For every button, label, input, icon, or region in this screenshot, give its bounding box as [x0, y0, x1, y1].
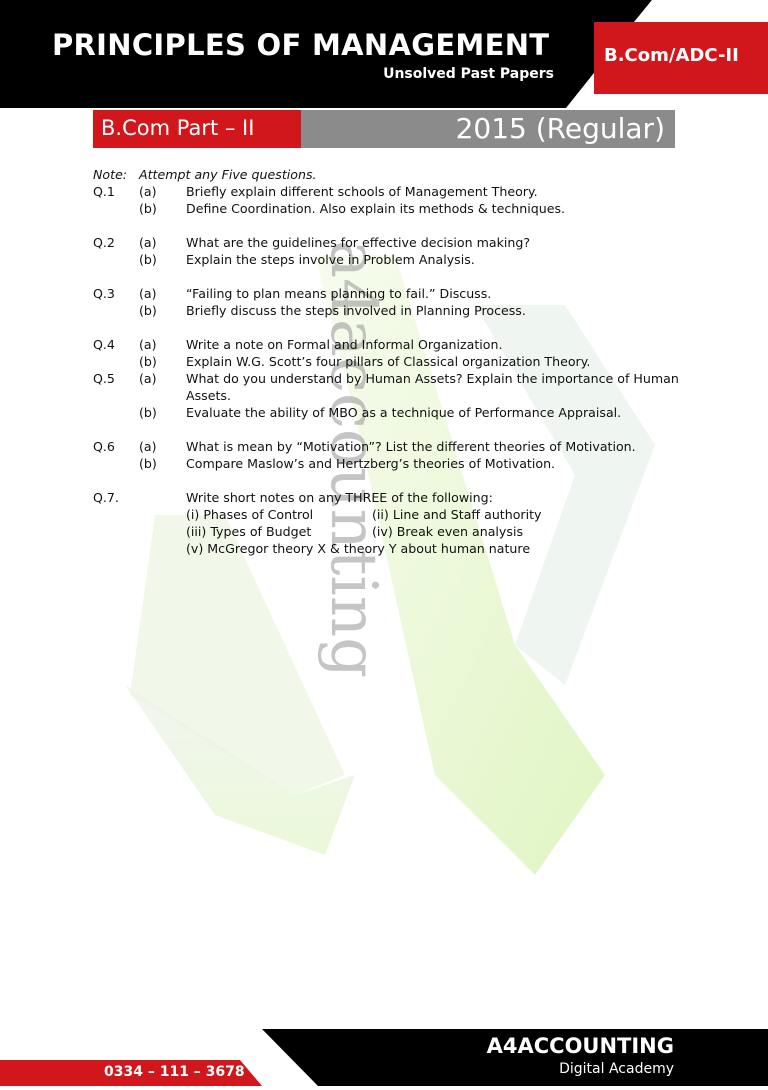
question-row — [93, 404, 683, 421]
part-label: (b) — [139, 456, 157, 471]
question-row — [93, 183, 683, 200]
course-code-badge: B.Com/ADC-II — [604, 45, 739, 66]
part-label: (b) — [139, 303, 157, 318]
question-text: Briefly discuss the steps involved in Planning Process. — [186, 303, 526, 318]
note-text: Attempt any Five questions. — [139, 167, 317, 182]
short-note-item: (iv) Break even analysis — [372, 524, 524, 539]
question-text: “Failing to plan means planning to fail.” Discuss. — [186, 286, 492, 301]
band-grey-section — [301, 110, 675, 148]
year-label: 2015 (Regular) — [455, 112, 665, 145]
footer-phone: 0334 – 111 – 3678 — [104, 1064, 245, 1080]
question-row — [93, 370, 683, 404]
question-text: Write a note on Formal and Informal Organization. — [186, 337, 503, 352]
part-label: (a) — [139, 337, 157, 352]
question-number: Q.7. — [93, 490, 119, 505]
question-text: What is mean by “Motivation”? List the different theories of Motivation. — [186, 439, 636, 454]
question-text: Evaluate the ability of MBO as a technique of Performance Appraisal. — [186, 405, 622, 420]
short-notes-intro: Write short notes on any THREE of the following: — [186, 490, 493, 505]
question-number: Q.6 — [93, 439, 115, 454]
paper-band — [93, 110, 675, 148]
question-row — [93, 438, 683, 455]
short-note-item: (iii) Types of Budget — [186, 524, 312, 539]
short-note-item: (ii) Line and Staff authority — [372, 507, 542, 522]
part-label: (a) — [139, 235, 157, 250]
part-label: (a) — [139, 439, 157, 454]
question-row — [93, 285, 683, 302]
question-text: Define Coordination. Also explain its methods & techniques. — [186, 201, 566, 216]
watermark-text: a4accounting — [316, 240, 390, 679]
question-number: Q.4 — [93, 337, 115, 352]
part-label: (b) — [139, 354, 157, 369]
class-label: B.Com Part – II — [101, 116, 255, 140]
footer-brand-subtitle: Digital Academy — [559, 1061, 674, 1077]
part-label: (b) — [139, 201, 157, 216]
part-label: (a) — [139, 371, 157, 386]
question-paper — [93, 166, 683, 557]
band-red-section — [93, 110, 301, 148]
question-row — [93, 455, 683, 472]
short-note-item: (i) Phases of Control — [186, 507, 314, 522]
note-label: Note: — [93, 167, 128, 182]
question-number: Q.5 — [93, 371, 115, 386]
question-row — [93, 489, 683, 506]
question-row — [93, 200, 683, 217]
part-label: (b) — [139, 405, 157, 420]
part-label: (a) — [139, 184, 157, 199]
question-number: Q.3 — [93, 286, 115, 301]
question-row — [93, 234, 683, 251]
question-row — [93, 336, 683, 353]
footer-brand-name: A4ACCOUNTING — [486, 1034, 674, 1058]
question-text: What do you understand by Human Assets? Explain the importance of Human Assets. — [186, 371, 679, 403]
question-text: Explain W.G. Scott’s four pillars of Classical organization Theory. — [186, 354, 591, 369]
question-text: Briefly explain different schools of Management Theory. — [186, 184, 538, 199]
question-text: Explain the steps involve in Problem Analysis. — [186, 252, 475, 267]
document-subtitle: Unsolved Past Papers — [383, 66, 554, 82]
question-number: Q.2 — [93, 235, 115, 250]
part-label: (b) — [139, 252, 157, 267]
question-row — [93, 353, 683, 370]
question-text: What are the guidelines for effective decision making? — [186, 235, 531, 250]
short-note-item: (v) McGregor theory X & theory Y about human nature — [186, 541, 531, 556]
question-number: Q.1 — [93, 184, 115, 199]
short-notes-list — [93, 506, 683, 557]
document-title: PRINCIPLES OF MANAGEMENT — [52, 28, 550, 62]
question-text: Compare Maslow’s and Hertzberg’s theories of Motivation. — [186, 456, 556, 471]
question-row — [93, 302, 683, 319]
instruction-note — [93, 166, 683, 183]
question-row — [93, 251, 683, 268]
part-label: (a) — [139, 286, 157, 301]
